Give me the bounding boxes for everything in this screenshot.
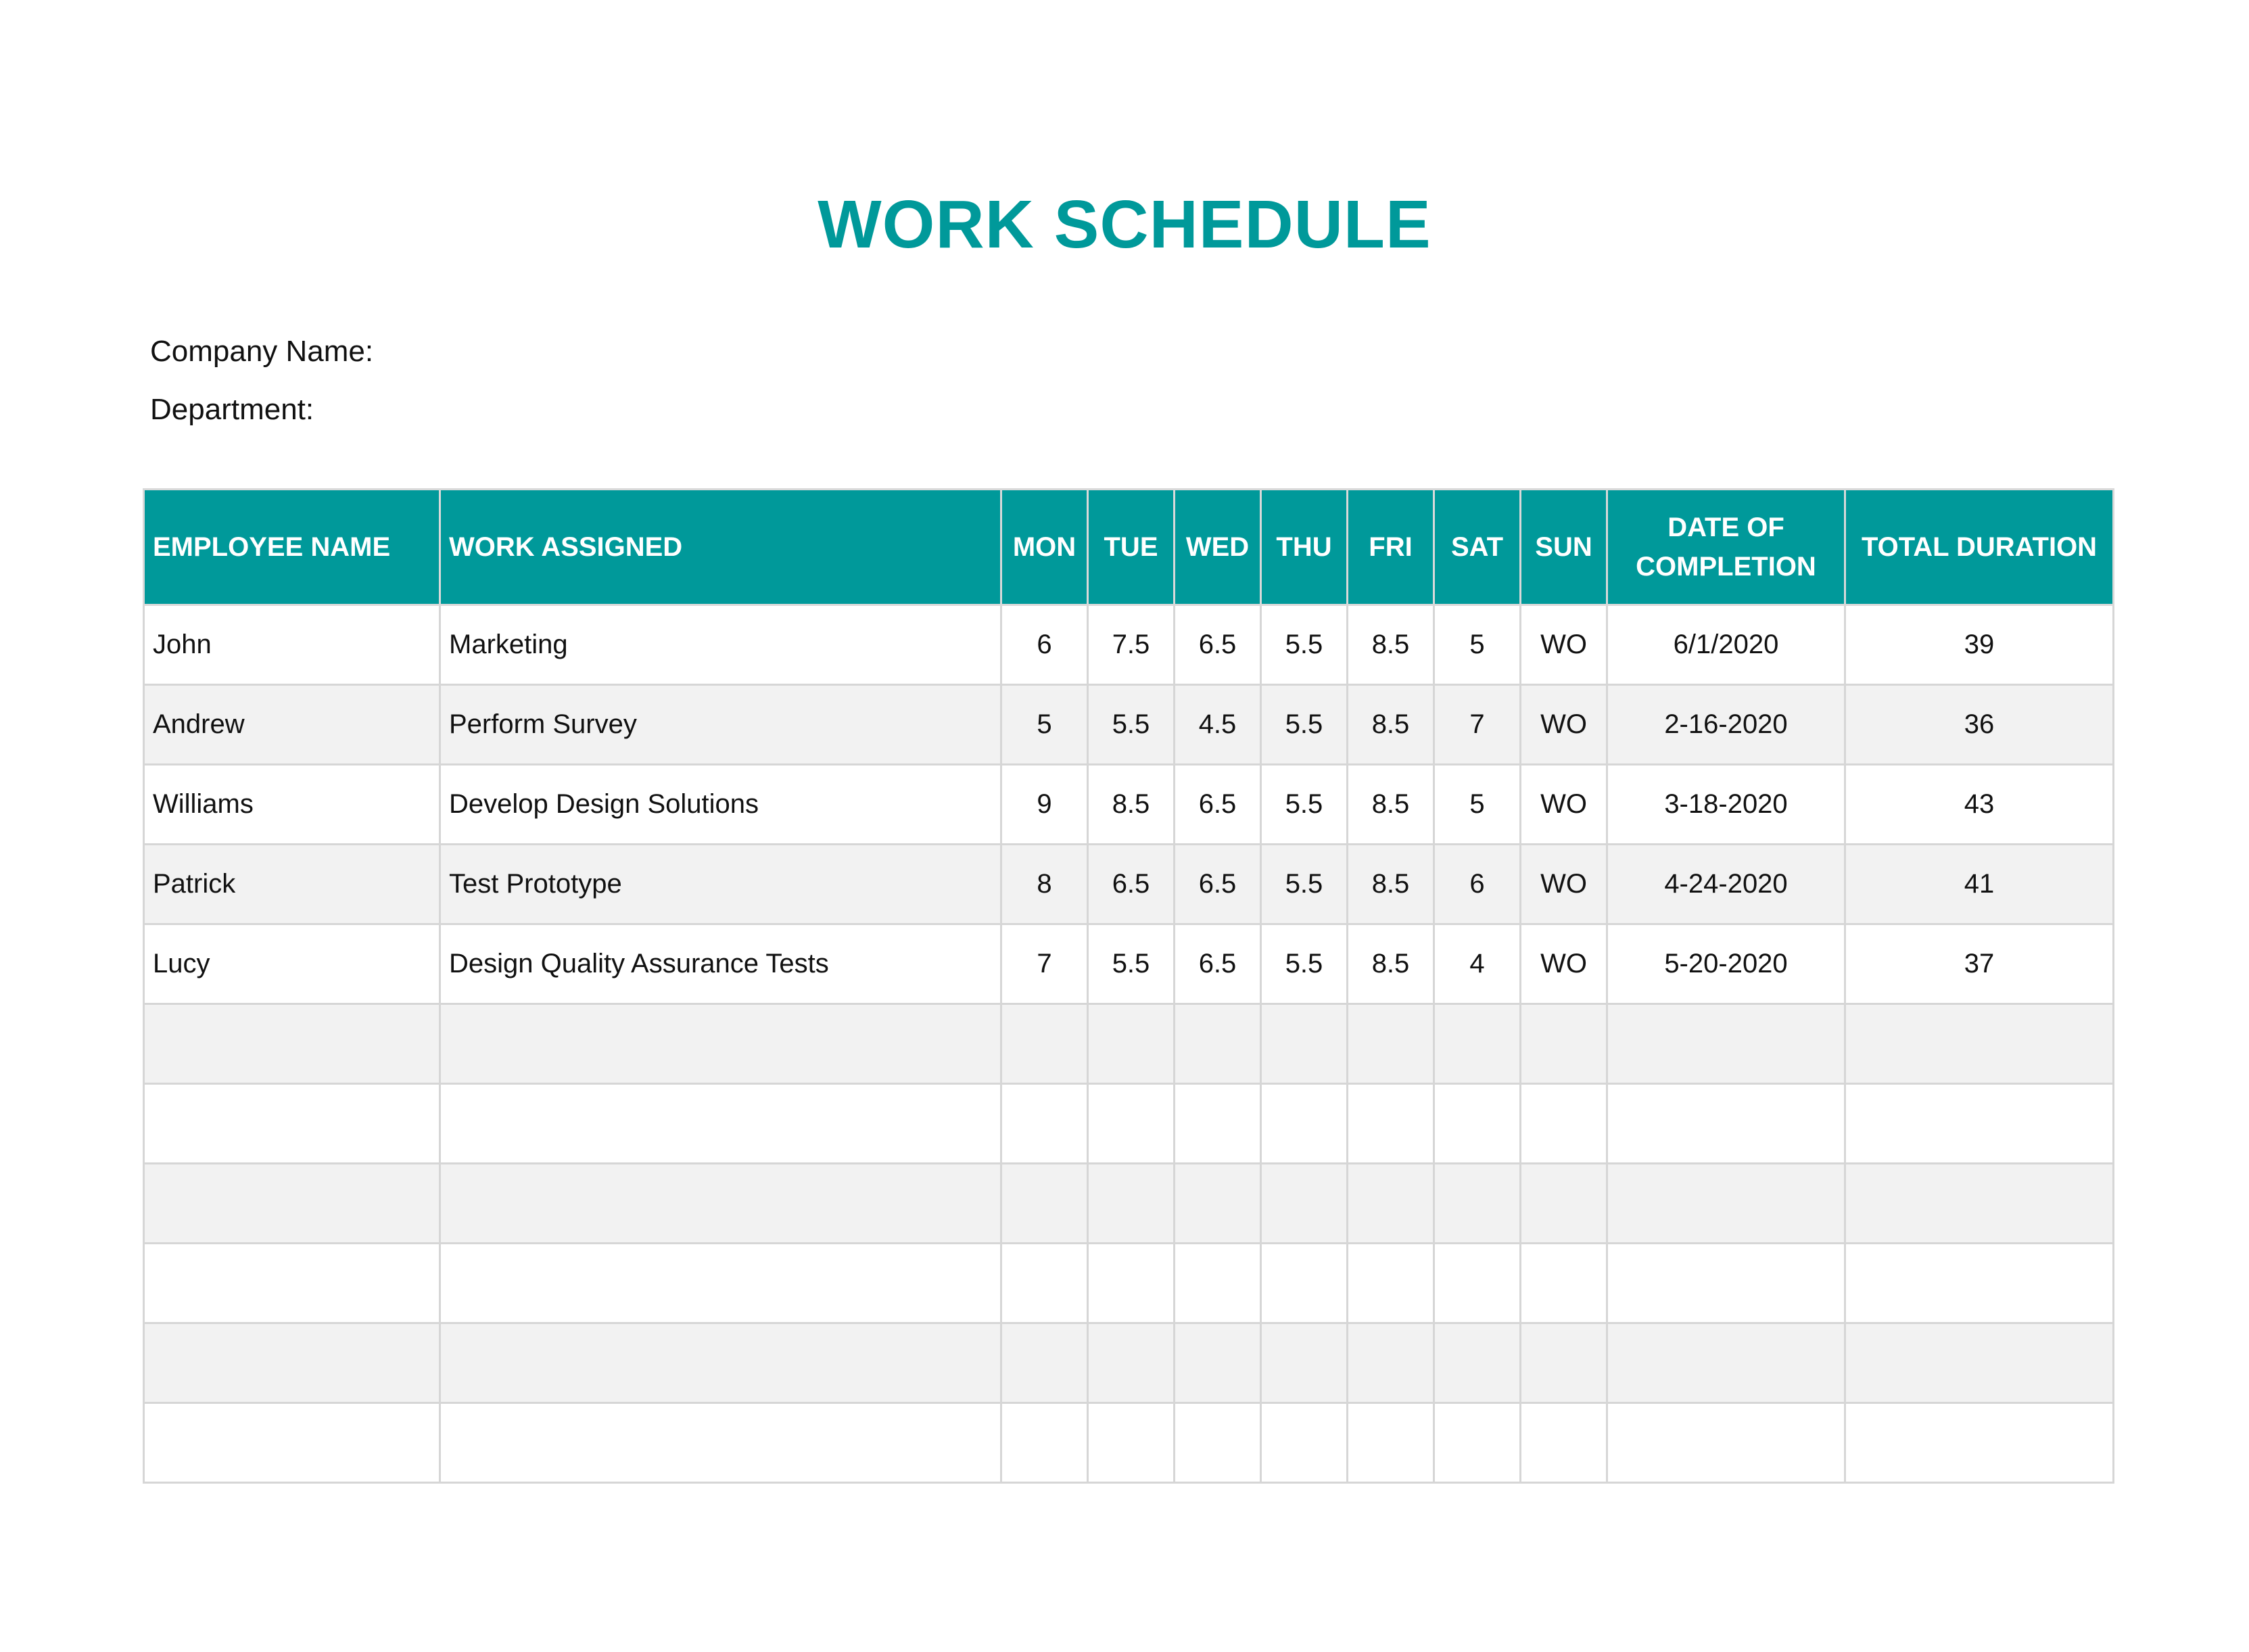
tue-cell[interactable] xyxy=(1088,1004,1175,1084)
employee-name-cell[interactable]: Patrick xyxy=(144,845,440,924)
tue-cell[interactable] xyxy=(1088,1323,1175,1403)
date-cell[interactable]: 4-24-2020 xyxy=(1607,845,1845,924)
fri-cell[interactable]: 8.5 xyxy=(1348,924,1434,1004)
wed-cell[interactable]: 4.5 xyxy=(1175,685,1261,765)
table-row xyxy=(144,1403,2114,1483)
tue-cell[interactable] xyxy=(1088,1403,1175,1483)
employee-name-cell[interactable]: Lucy xyxy=(144,924,440,1004)
employee-name-cell[interactable]: Williams xyxy=(144,765,440,845)
thu-cell[interactable]: 5.5 xyxy=(1261,765,1348,845)
tue-cell[interactable] xyxy=(1088,1084,1175,1164)
table-row xyxy=(144,1164,2114,1244)
total-cell[interactable]: 41 xyxy=(1845,845,2114,924)
sat-cell[interactable] xyxy=(1434,1084,1521,1164)
header-sat: SAT xyxy=(1434,490,1521,605)
fri-cell[interactable] xyxy=(1348,1403,1434,1483)
fri-cell[interactable] xyxy=(1348,1004,1434,1084)
thu-cell[interactable]: 5.5 xyxy=(1261,605,1348,685)
wed-cell[interactable] xyxy=(1175,1004,1261,1084)
sun-cell[interactable] xyxy=(1521,1403,1607,1483)
mon-cell[interactable] xyxy=(1001,1084,1088,1164)
table-row xyxy=(144,1244,2114,1323)
table-row xyxy=(144,605,2114,685)
fri-cell[interactable] xyxy=(1348,1244,1434,1323)
fri-cell[interactable]: 8.5 xyxy=(1348,685,1434,765)
work-assigned-cell[interactable] xyxy=(440,1004,1001,1084)
wed-cell[interactable] xyxy=(1175,1164,1261,1244)
total-cell[interactable]: 36 xyxy=(1845,685,2114,765)
total-cell[interactable]: 43 xyxy=(1845,765,2114,845)
mon-cell[interactable]: 8 xyxy=(1001,845,1088,924)
date-cell[interactable]: 6/1/2020 xyxy=(1607,605,1845,685)
employee-name-cell[interactable] xyxy=(144,1244,440,1323)
sun-cell[interactable]: WO xyxy=(1521,685,1607,765)
date-cell[interactable]: 3-18-2020 xyxy=(1607,765,1845,845)
header-row xyxy=(144,490,2114,605)
wed-cell[interactable]: 6.5 xyxy=(1175,845,1261,924)
fri-cell[interactable] xyxy=(1348,1164,1434,1244)
table-row xyxy=(144,1004,2114,1084)
header-work-assigned: WORK ASSIGNED xyxy=(440,490,1001,605)
sat-cell[interactable] xyxy=(1434,1323,1521,1403)
header-mon: MON xyxy=(1001,490,1088,605)
wed-cell[interactable]: 6.5 xyxy=(1175,765,1261,845)
tue-cell[interactable] xyxy=(1088,1244,1175,1323)
date-cell[interactable]: 2-16-2020 xyxy=(1607,685,1845,765)
work-assigned-cell[interactable] xyxy=(440,1323,1001,1403)
table-row xyxy=(144,1084,2114,1164)
sun-cell[interactable] xyxy=(1521,1323,1607,1403)
thu-cell[interactable] xyxy=(1261,1244,1348,1323)
mon-cell[interactable]: 7 xyxy=(1001,924,1088,1004)
thu-cell[interactable]: 5.5 xyxy=(1261,685,1348,765)
total-cell[interactable] xyxy=(1845,1403,2114,1483)
thu-cell[interactable] xyxy=(1261,1084,1348,1164)
header-wed: WED xyxy=(1175,490,1261,605)
sat-cell[interactable]: 4 xyxy=(1434,924,1521,1004)
work-assigned-cell[interactable] xyxy=(440,1084,1001,1164)
date-cell[interactable] xyxy=(1607,1164,1845,1244)
fri-cell[interactable]: 8.5 xyxy=(1348,605,1434,685)
employee-name-cell[interactable] xyxy=(144,1403,440,1483)
thu-cell[interactable]: 5.5 xyxy=(1261,924,1348,1004)
employee-name-cell[interactable]: Andrew xyxy=(144,685,440,765)
page-title: WORK SCHEDULE xyxy=(818,187,1431,262)
mon-cell[interactable]: 5 xyxy=(1001,685,1088,765)
mon-cell[interactable] xyxy=(1001,1164,1088,1244)
work-assigned-cell[interactable] xyxy=(440,1403,1001,1483)
sat-cell[interactable]: 5 xyxy=(1434,605,1521,685)
tue-cell[interactable]: 8.5 xyxy=(1088,765,1175,845)
header-fri: FRI xyxy=(1348,490,1434,605)
work-assigned-cell[interactable]: Marketing xyxy=(440,605,1001,685)
tue-cell[interactable]: 7.5 xyxy=(1088,605,1175,685)
fri-cell[interactable] xyxy=(1348,1323,1434,1403)
header-sun: SUN xyxy=(1521,490,1607,605)
sat-cell[interactable] xyxy=(1434,1403,1521,1483)
company-name-label: Company Name: xyxy=(150,335,374,368)
work-assigned-cell[interactable]: Perform Survey xyxy=(440,685,1001,765)
work-assigned-cell[interactable] xyxy=(440,1244,1001,1323)
sun-cell[interactable] xyxy=(1521,1004,1607,1084)
total-cell[interactable] xyxy=(1845,1244,2114,1323)
tue-cell[interactable]: 6.5 xyxy=(1088,845,1175,924)
sun-cell[interactable] xyxy=(1521,1164,1607,1244)
wed-cell[interactable]: 6.5 xyxy=(1175,924,1261,1004)
work-assigned-cell[interactable]: Design Quality Assurance Tests xyxy=(440,924,1001,1004)
work-schedule-table xyxy=(143,488,2114,1484)
sun-cell[interactable] xyxy=(1521,1244,1607,1323)
employee-name-cell[interactable] xyxy=(144,1004,440,1084)
mon-cell[interactable]: 6 xyxy=(1001,605,1088,685)
employee-name-cell[interactable] xyxy=(144,1164,440,1244)
date-cell[interactable] xyxy=(1607,1084,1845,1164)
thu-cell[interactable]: 5.5 xyxy=(1261,845,1348,924)
mon-cell[interactable] xyxy=(1001,1323,1088,1403)
tue-cell[interactable]: 5.5 xyxy=(1088,685,1175,765)
date-cell[interactable]: 5-20-2020 xyxy=(1607,924,1845,1004)
work-assigned-cell[interactable] xyxy=(440,1164,1001,1244)
sat-cell[interactable] xyxy=(1434,1164,1521,1244)
header-date-of-completion: DATE OF COMPLETION xyxy=(1607,490,1845,605)
tue-cell[interactable] xyxy=(1088,1164,1175,1244)
sat-cell[interactable]: 7 xyxy=(1434,685,1521,765)
sun-cell[interactable] xyxy=(1521,1084,1607,1164)
date-cell[interactable] xyxy=(1607,1244,1845,1323)
total-cell[interactable]: 37 xyxy=(1845,924,2114,1004)
fri-cell[interactable]: 8.5 xyxy=(1348,845,1434,924)
header-total-duration: TOTAL DURATION xyxy=(1845,490,2114,605)
total-cell[interactable] xyxy=(1845,1164,2114,1244)
sat-cell[interactable]: 5 xyxy=(1434,765,1521,845)
wed-cell[interactable]: 6.5 xyxy=(1175,605,1261,685)
fri-cell[interactable] xyxy=(1348,1084,1434,1164)
total-cell[interactable] xyxy=(1845,1004,2114,1084)
date-cell[interactable] xyxy=(1607,1403,1845,1483)
mon-cell[interactable] xyxy=(1001,1004,1088,1084)
thu-cell[interactable] xyxy=(1261,1164,1348,1244)
employee-name-cell[interactable] xyxy=(144,1084,440,1164)
header-tue: TUE xyxy=(1088,490,1175,605)
sun-cell[interactable]: WO xyxy=(1521,845,1607,924)
sat-cell[interactable] xyxy=(1434,1004,1521,1084)
department-label: Department: xyxy=(150,393,314,426)
work-assigned-cell[interactable]: Test Prototype xyxy=(440,845,1001,924)
table-row xyxy=(144,924,2114,1004)
table-row xyxy=(144,845,2114,924)
tue-cell[interactable]: 5.5 xyxy=(1088,924,1175,1004)
wed-cell[interactable] xyxy=(1175,1244,1261,1323)
wed-cell[interactable] xyxy=(1175,1084,1261,1164)
table-row xyxy=(144,1323,2114,1403)
fri-cell[interactable]: 8.5 xyxy=(1348,765,1434,845)
sat-cell[interactable]: 6 xyxy=(1434,845,1521,924)
employee-name-cell[interactable]: John xyxy=(144,605,440,685)
thu-cell[interactable] xyxy=(1261,1323,1348,1403)
sun-cell[interactable]: WO xyxy=(1521,924,1607,1004)
thu-cell[interactable] xyxy=(1261,1403,1348,1483)
total-cell[interactable] xyxy=(1845,1084,2114,1164)
table-row xyxy=(144,765,2114,845)
wed-cell[interactable] xyxy=(1175,1403,1261,1483)
header-employee-name: EMPLOYEE NAME xyxy=(144,490,440,605)
header-thu: THU xyxy=(1261,490,1348,605)
sun-cell[interactable]: WO xyxy=(1521,765,1607,845)
total-cell[interactable] xyxy=(1845,1323,2114,1403)
mon-cell[interactable] xyxy=(1001,1244,1088,1323)
total-cell[interactable]: 39 xyxy=(1845,605,2114,685)
work-assigned-cell[interactable]: Develop Design Solutions xyxy=(440,765,1001,845)
thu-cell[interactable] xyxy=(1261,1004,1348,1084)
sat-cell[interactable] xyxy=(1434,1244,1521,1323)
date-cell[interactable] xyxy=(1607,1004,1845,1084)
table-row xyxy=(144,685,2114,765)
mon-cell[interactable] xyxy=(1001,1403,1088,1483)
wed-cell[interactable] xyxy=(1175,1323,1261,1403)
date-cell[interactable] xyxy=(1607,1323,1845,1403)
sun-cell[interactable]: WO xyxy=(1521,605,1607,685)
mon-cell[interactable]: 9 xyxy=(1001,765,1088,845)
employee-name-cell[interactable] xyxy=(144,1323,440,1403)
